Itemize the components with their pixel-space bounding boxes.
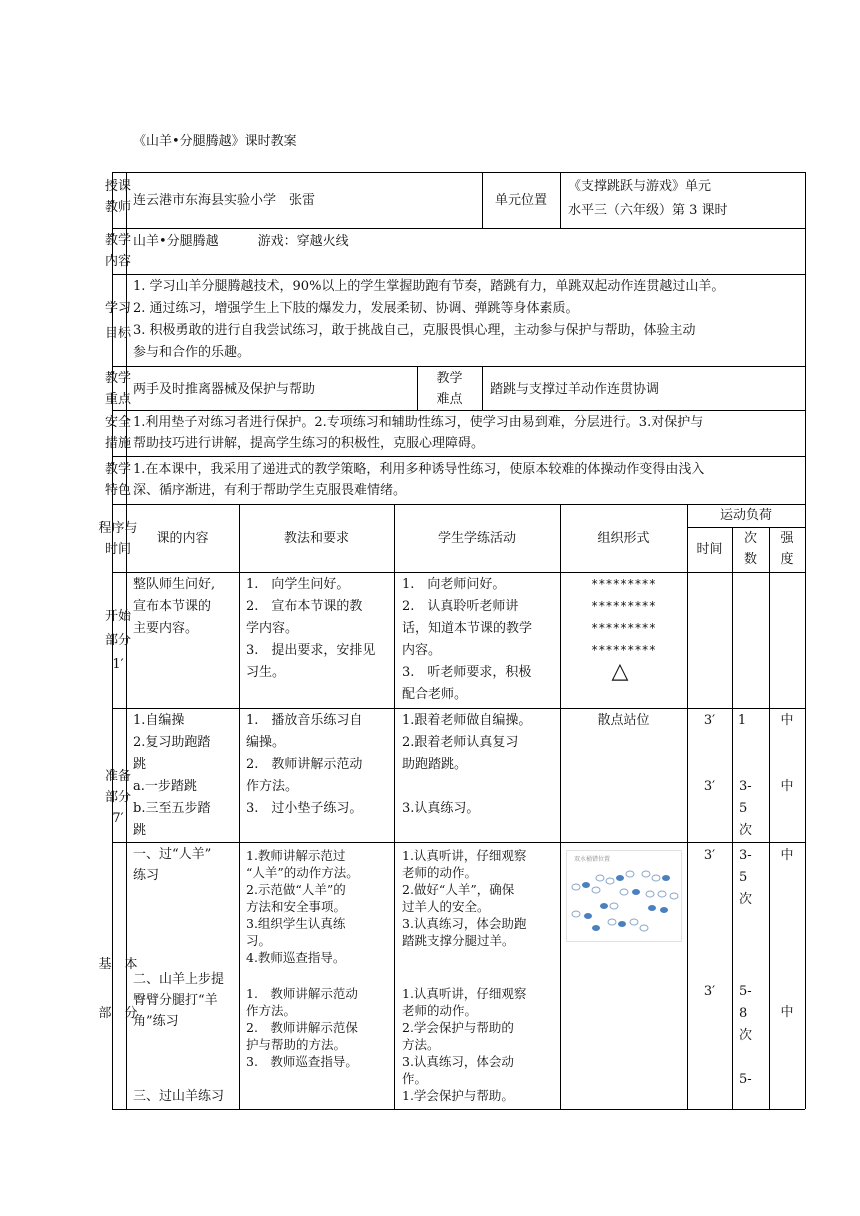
features-label: 教学 特色: [104, 462, 131, 498]
col-org: 组织形式: [597, 531, 650, 546]
col-lesson: 课的内容: [156, 531, 209, 546]
prep-lesson: 1.自编操 2.复习助跑踏 跳 a.一步踏跳 b.三至五步踏 跳: [133, 713, 211, 838]
prep-intensity-2: 中: [780, 779, 794, 794]
difficulty-label: 教学 难点: [436, 371, 463, 407]
document-title: 《山羊•分腿腾越》课时教案: [133, 134, 297, 149]
basic-time-1: 3′: [703, 848, 716, 863]
basic-student-1: 1.认真听讲，仔细观察 老师的动作。 2.做好“人羊”，确保 过羊人的安全。 3.认真练习，体会助跑 踏跳支撑分腿过羊。: [402, 848, 527, 948]
difficulty-value: 踏跳与支撑过羊动作连贯协调: [490, 382, 660, 397]
content-label: 教学 内容: [104, 233, 131, 269]
start-method: 1. 向学生问好。 2. 宣布本节课的教 学内容。 3. 提出要求，安排见 习生。: [246, 577, 376, 680]
basic-intensity-2: 中: [780, 1005, 794, 1020]
basic-count-1: 3- 5 次: [739, 848, 753, 907]
safety-text: 1.利用垫子对练习者进行保护。2.专项练习和辅助性练习，使学习由易到难，分层进行。3.对保护与 帮助技巧进行讲解，提高学生练习的积极性，克服心理障碍。: [133, 415, 704, 451]
section-start-label: 开始 部分 1′: [104, 609, 131, 672]
unit-value: 《支撑跳跃与游戏》单元 水平三（六年级）第 3 课时: [568, 179, 728, 218]
basic-lesson-3: 三、过山羊练习: [133, 1089, 225, 1104]
basic-student-2: 1.认真听讲，仔细观察 老师的动作。 2.学会保护与帮助的 方法。 3.认真练习，体会动 作。 1.学会保护与帮助。: [402, 986, 527, 1103]
formation-diagram: [566, 850, 682, 942]
goal-item: 参与和合作的乐趣。: [133, 345, 251, 360]
col-time: 时间: [696, 542, 723, 557]
section-basic-label: 基 本 部 分: [98, 957, 138, 1021]
col-student: 学生学练活动: [437, 531, 516, 546]
prep-time-2: 3′: [703, 779, 716, 794]
basic-intensity-1: 中: [780, 848, 794, 863]
prep-method: 1. 播放音乐练习自 编操。 2. 教师讲解示范动 作方法。 3. 过小垫子练习。: [246, 713, 363, 816]
prep-org: 散点站位: [597, 713, 650, 728]
basic-lesson-1: 一、过“人羊” 练习: [133, 847, 212, 883]
basic-method-2: 1. 教师讲解示范动 作方法。 2. 教师讲解示范保 护与帮助的方法。 3. 教师巡查指导。: [246, 986, 358, 1069]
keypoints-label: 教学 重点: [104, 371, 131, 407]
basic-count-3: 5-: [739, 1072, 752, 1087]
section-prep-label: 准备 部分 7′: [104, 769, 131, 826]
col-procedure: 程序与 时间: [98, 521, 138, 557]
goals-list: [133, 276, 803, 364]
basic-count-2: 5- 8 次: [739, 984, 753, 1043]
start-formation: ********* ********* ********* *********: [590, 577, 657, 657]
diagram-caption: 双水桶错位置: [574, 856, 611, 863]
prep-intensity-1: 中: [780, 713, 794, 728]
goal-item: 3. 积极勇敢的进行自我尝试练习，敢于挑战自己，克服畏惧心理，主动参与保护与帮助，体验主动: [133, 323, 696, 338]
content-value: 山羊•分腿腾越 游戏：穿越火线: [133, 234, 349, 249]
col-load: 运动负荷: [719, 508, 772, 523]
col-method: 教法和要求: [283, 531, 349, 546]
features-text: 1.在本课中，我采用了递进式的教学策略，利用多种诱导性练习，使原本较难的体操动作变得由浅入 深、循序渐进，有利于帮助学生克服畏难情绪。: [133, 462, 705, 498]
col-intensity: 强 度: [780, 531, 794, 567]
teacher-position-icon: △: [611, 659, 629, 684]
basic-lesson-2: 二、山羊上步提 臀臂分腿打“羊 角”练习: [133, 972, 225, 1029]
start-lesson: 整队师生问好, 宣布本节课的 主要内容。: [133, 577, 216, 636]
goal-item: 2. 通过练习，增强学生上下肢的爆发力，发展柔韧、协调、弹跳等身体素质。: [133, 301, 579, 316]
goal-item: 1. 学习山羊分腿腾越技术，90%以上的学生掌握助跑有节奏，踏跳有力，单跳双起动作连贯越过山羊。: [133, 279, 725, 294]
start-student: 1. 向老师问好。 2. 认真聆听老师讲 话，知道本节课的教学 内容。 3. 听老师要求，积极 配合老师。: [402, 577, 533, 702]
col-count: 次 数: [743, 531, 757, 567]
prep-count-2: 3- 5 次: [739, 779, 753, 838]
keypoints-value: 两手及时推离器械及保护与帮助: [133, 382, 316, 397]
formation-diagram-svg: [566, 850, 682, 942]
unit-label: 单元位置: [494, 193, 547, 208]
prep-student: 1.跟着老师做自编操。 2.跟着老师认真复习 助跑踏跳。 3.认真练习。: [402, 713, 532, 816]
teacher-label: 授课 教师: [104, 179, 131, 215]
goals-label: 学习 目标: [104, 301, 131, 341]
prep-time-1: 3′: [703, 713, 716, 728]
prep-count-1: 1: [737, 713, 747, 728]
teacher-value: 连云港市东海县实验小学 张雷: [133, 193, 316, 208]
safety-label: 安全 措施: [104, 415, 131, 451]
basic-time-2: 3′: [703, 984, 716, 999]
basic-method-1: 1.教师讲解示范过 “人羊”的动作方法。 2.示范做“人羊”的 方法和安全事项。 3.组织学生认真练 习。 4.教师巡查指导。: [246, 848, 359, 965]
